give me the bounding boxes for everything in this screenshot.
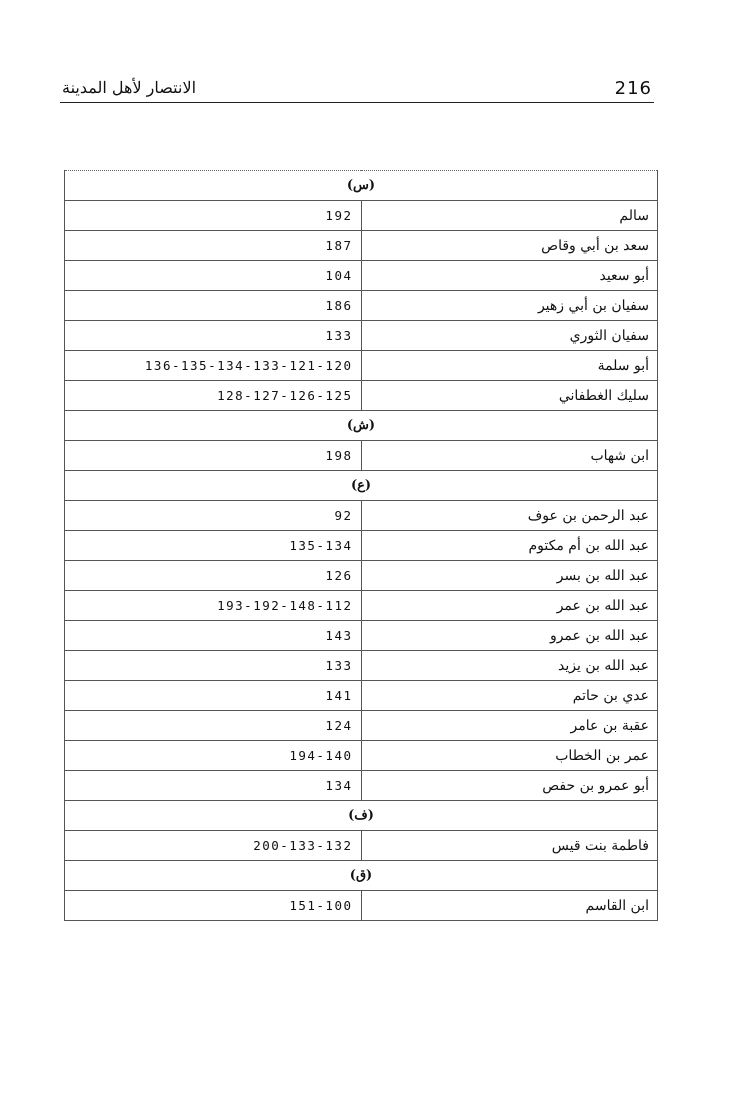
page-references-wrap (75, 838, 361, 853)
person-name: ابن القاسم (361, 891, 658, 921)
page-references: 143 (325, 628, 353, 643)
section-letter: (ق) (65, 861, 658, 891)
person-name: عمر بن الخطاب (361, 741, 658, 771)
page-references-wrap (75, 268, 361, 283)
table-row (65, 351, 658, 381)
table-row (65, 741, 658, 771)
person-name: أبو سعيد (361, 261, 658, 291)
table-row (65, 501, 658, 531)
page-references-wrap (75, 388, 361, 403)
table-row (65, 651, 658, 681)
page-references: 186 (325, 298, 353, 313)
page-header (60, 74, 654, 103)
page-references-wrap (75, 718, 361, 733)
page-references-wrap (75, 238, 361, 253)
page-references-wrap (75, 778, 361, 793)
section-letter: (ف) (65, 801, 658, 831)
person-name: سالم (361, 201, 658, 231)
page-references-wrap (75, 358, 361, 373)
table-row (65, 321, 658, 351)
page-references: 104 (325, 268, 353, 283)
person-name: عقبة بن عامر (361, 711, 658, 741)
page-references-cell (65, 381, 362, 411)
person-name: عبد الرحمن بن عوف (361, 501, 658, 531)
page-references-cell (65, 741, 362, 771)
page-references-cell (65, 831, 362, 861)
table-row (65, 591, 658, 621)
page-references-cell (65, 261, 362, 291)
person-name: سفيان الثوري (361, 321, 658, 351)
page-references-cell (65, 531, 362, 561)
person-name: عبد الله بن يزيد (361, 651, 658, 681)
table-row (65, 261, 658, 291)
page-references-cell (65, 591, 362, 621)
page-references-cell (65, 681, 362, 711)
page-references-cell (65, 891, 362, 921)
page-references: 124 (325, 718, 353, 733)
table-row (65, 561, 658, 591)
page-references-wrap (75, 688, 361, 703)
person-name: أبو سلمة (361, 351, 658, 381)
page-references: 187 (325, 238, 353, 253)
page-references-cell (65, 231, 362, 261)
person-name: سفيان بن أبي زهير (361, 291, 658, 321)
person-name: عدي بن حاتم (361, 681, 658, 711)
section-header-row (65, 411, 658, 441)
name-index-table (64, 170, 658, 921)
section-header-row (65, 171, 658, 201)
page-references: 194-140 (289, 748, 353, 763)
table-row (65, 291, 658, 321)
page-references: 151-100 (289, 898, 353, 913)
table-row (65, 711, 658, 741)
page-references-cell (65, 771, 362, 801)
page-references-wrap (75, 538, 361, 553)
page-references-cell (65, 501, 362, 531)
person-name: عبد الله بن عمر (361, 591, 658, 621)
person-name: عبد الله بن بسر (361, 561, 658, 591)
page-references-wrap (75, 208, 361, 223)
page-references: 192 (325, 208, 353, 223)
page-number: 216 (614, 78, 652, 99)
page-references-cell (65, 711, 362, 741)
page-references-wrap (75, 508, 361, 523)
page-references: 134 (325, 778, 353, 793)
page-references-wrap (75, 748, 361, 763)
page-references-cell (65, 291, 362, 321)
page-references-wrap (75, 898, 361, 913)
page-references-wrap (75, 328, 361, 343)
page-references-wrap (75, 568, 361, 583)
page-references: 200-133-132 (253, 838, 353, 853)
page-references: 126 (325, 568, 353, 583)
table-row (65, 201, 658, 231)
page-references: 141 (325, 688, 353, 703)
table-row (65, 621, 658, 651)
person-name: عبد الله بن أم مكتوم (361, 531, 658, 561)
table-row (65, 441, 658, 471)
table-row (65, 831, 658, 861)
section-letter: (س) (65, 171, 658, 201)
section-header-row (65, 861, 658, 891)
page-references-wrap (75, 628, 361, 643)
table-row (65, 891, 658, 921)
running-title: الانتصار لأهل المدينة (62, 78, 197, 97)
section-header-row (65, 801, 658, 831)
table-row (65, 531, 658, 561)
person-name: عبد الله بن عمرو (361, 621, 658, 651)
section-letter: (ع) (65, 471, 658, 501)
page-references: 133 (325, 658, 353, 673)
table-row (65, 681, 658, 711)
person-name: ابن شهاب (361, 441, 658, 471)
page-references: 92 (334, 508, 353, 523)
page-references-cell (65, 351, 362, 381)
page-references-cell (65, 621, 362, 651)
page-references: 135-134 (289, 538, 353, 553)
page-references-cell (65, 321, 362, 351)
section-header-row (65, 471, 658, 501)
person-name: فاطمة بنت قيس (361, 831, 658, 861)
page-references-wrap (75, 598, 361, 613)
page-references-wrap (75, 658, 361, 673)
table-row (65, 381, 658, 411)
page-references-cell (65, 201, 362, 231)
page-references-cell (65, 441, 362, 471)
page-references: 193-192-148-112 (217, 598, 353, 613)
section-letter: (ش) (65, 411, 658, 441)
page-references: 128-127-126-125 (217, 388, 353, 403)
person-name: أبو عمرو بن حفص (361, 771, 658, 801)
page-references-wrap (75, 298, 361, 313)
page-references: 136-135-134-133-121-120 (144, 358, 353, 373)
person-name: سليك الغطفاني (361, 381, 658, 411)
page-references: 198 (325, 448, 353, 463)
page-references-wrap (75, 448, 361, 463)
table-row (65, 231, 658, 261)
index-table-body (65, 171, 658, 921)
page-references-cell (65, 561, 362, 591)
table-row (65, 771, 658, 801)
person-name: سعد بن أبي وقاص (361, 231, 658, 261)
page-references-cell (65, 651, 362, 681)
page-references: 133 (325, 328, 353, 343)
